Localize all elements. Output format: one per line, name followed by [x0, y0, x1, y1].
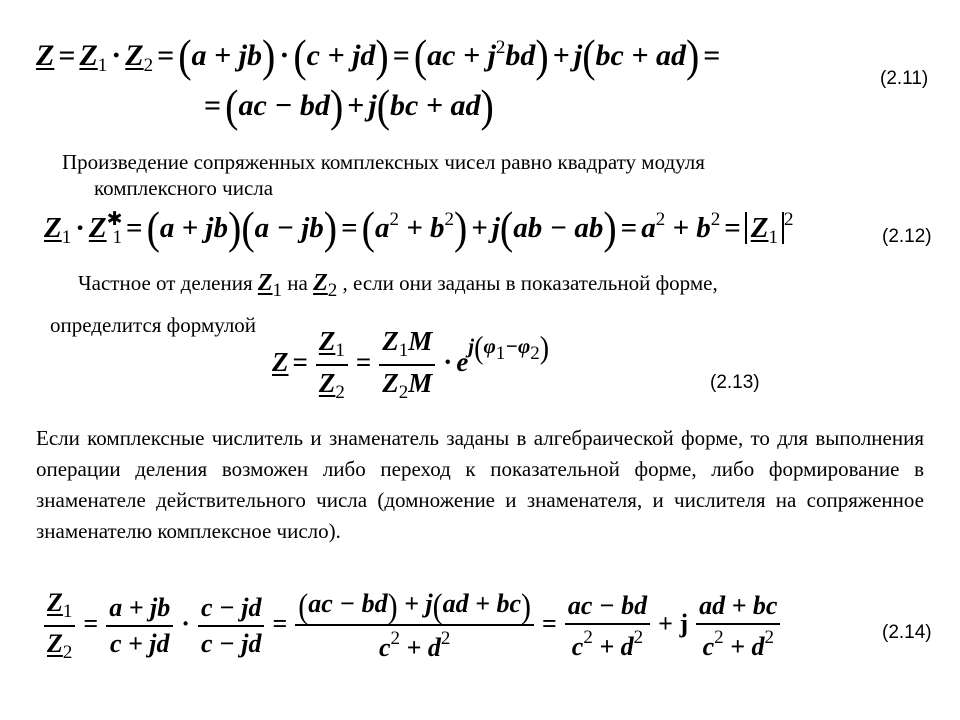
fraction-c-jd-over-c-jd: $\frac{c - jd}{c - jd}$ [198, 593, 265, 659]
equation-2-13: Z = $\frac{Z_1}{Z_2}$ = $\frac{Z_1M}{Z_2M}$ · $e^{j(\varphi 1-\varphi 2)}$ [272, 326, 550, 403]
equation-2-12: $Z_1 \cdot Z^✱_1 = (a + jb)(a - jb) = (a^2 + b^2) + j(ab - ab) = a^2 + b^2 = Z_1^2$ [44, 201, 794, 254]
equation-2-11-line-2: = (ac − bd) + j(bc + ad) [204, 79, 494, 132]
equation-2-14: $\frac{Z_1}{Z_2}$ = $\frac{a + jb}{c + jd}$ · $\frac{c - jd}{c - jd}$ = $\frac{(ac - bd) + j(ad + bc)}{c^2 + d^2}$ = $\frac{ac - bd}{c^2 + d^2}$ + j $\frac{ad + bc}{c^2 + d^2}$ [40, 588, 784, 664]
fraction-z1-z2: $\frac{Z_1}{Z_2}$ [316, 326, 348, 404]
equation-number-2-12: (2.12) [882, 226, 932, 247]
equation-number-2-13: (2.13) [710, 372, 760, 393]
fraction-real-part: $\frac{ac - bd}{c^2 + d^2}$ [565, 591, 650, 662]
quotient-z2: $Z_2$ [313, 270, 338, 301]
fraction-z1-over-z2: $\frac{Z_1}{Z_2}$ [44, 588, 75, 664]
quotient-text-part-1: Частное от деления [78, 271, 253, 295]
quotient-text-na: на [287, 271, 308, 295]
conjugate-text-line-1: Произведение сопряженных комплексных чисел равно квадрату модуля [62, 150, 705, 174]
fraction-z1m-z2m: $\frac{Z_1M}{Z_2M}$ [379, 326, 435, 404]
equation-number-2-14: (2.14) [882, 622, 932, 643]
quotient-text-line-2: определится формулой [50, 313, 257, 337]
conjugate-text-line-2: комплексного числа [94, 176, 274, 200]
algebraic-form-paragraph: Если комплексные числитель и знаменатель заданы в алгебраической форме, то для выполнения операции деления возможен либо переход к показательной форме, либо формирование в знаменателе действительного числа (домножение и знаменателя, и числителя на сопряженное знаменателю комплексное число). [36, 426, 924, 543]
equation-number-2-11: (2.11) [880, 68, 929, 89]
fraction-a-jb-over-c-jd: $\frac{a + jb}{c + jd}$ [106, 593, 173, 659]
fraction-imaginary-part: $\frac{ad + bc}{c^2 + d^2}$ [696, 591, 780, 662]
quotient-z1: $Z_1$ [257, 270, 283, 301]
fraction-combined: $\frac{(ac - bd) + j(ad + bc)}{c^2 + d^2}$ [295, 589, 534, 663]
equation-2-11-line-1: $Z = Z_1 \cdot Z_2 = (a + jb) \cdot (c + jd) = (ac + j^2bd) + j(bc + ad)$ = [36, 29, 721, 82]
quotient-text-line-1 [78, 270, 718, 302]
quotient-text-part-2: , если они заданы в показательной форме, [342, 271, 718, 295]
